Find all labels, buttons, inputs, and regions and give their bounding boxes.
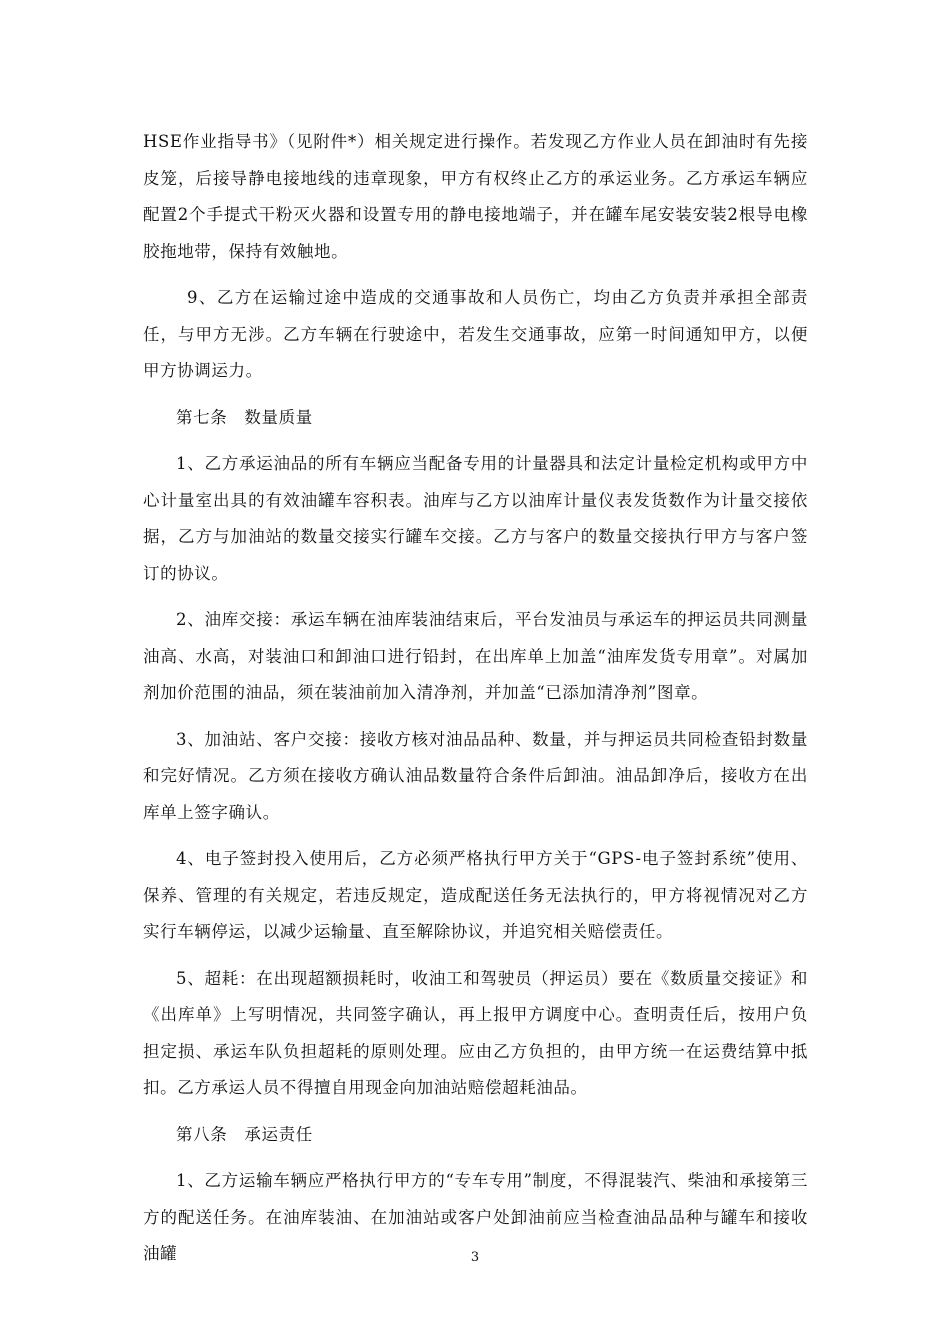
page-number: 3	[470, 1250, 480, 1265]
paragraph-item-9-traffic-accidents: 9、乙方在运输过途中造成的交通事故和人员伤亡，均由乙方负责并承担全部责任，与甲方无涉。乙方车辆在行驶途中，若发生交通事故，应第一时间通知甲方，以便甲方协调运力。	[143, 288, 808, 380]
section-heading-article-7: 第七条 数量质量	[176, 407, 313, 427]
paragraph-hse-operation-rules: HSE作业指导书》（见附件*）相关规定进行操作。若发现乙方作业人员在卸油时有先接皮笼，后接导静电接地线的违章现象，甲方有权终止乙方的承运业务。乙方承运车辆应配置2个手提式干粉灭火器和设置专用的静电接地端子，并在罐车尾安装安装2根导电橡胶拖地带，保持有效触地。	[143, 132, 808, 261]
paragraph-quantity-1-metering: 1、乙方承运油品的所有车辆应当配备专用的计量器具和法定计量检定机构或甲方中心计量室出具的有效油罐车容积表。油库与乙方以油库计量仪表发货数作为计量交接依据，乙方与加油站的数量交接实行罐车交接。乙方与客户的数量交接执行甲方与客户签订的协议。	[143, 454, 808, 583]
document-body	[143, 124, 808, 1273]
paragraph-carrier-1-dedicated-vehicle: 1、乙方运输车辆应严格执行甲方的“专车专用”制度，不得混装汽、柴油和承接第三方的配送任务。在油库装油、在加油站或客户处卸油前应当检查油品品种与罐车和接收油罐	[143, 1171, 808, 1263]
section-heading-article-8: 第八条 承运责任	[176, 1124, 313, 1144]
paragraph-quantity-4-electronic-seal: 4、电子签封投入使用后，乙方必须严格执行甲方关于“GPS-电子签封系统”使用、保养、管理的有关规定，若违反规定，造成配送任务无法执行的，甲方将视情况对乙方实行车辆停运，以减少运输量、直至解除协议，并追究相关赔偿责任。	[143, 849, 808, 941]
paragraph-quantity-2-depot-handover: 2、油库交接：承运车辆在油库装油结束后，平台发油员与承运车的押运员共同测量油高、水高，对装油口和卸油口进行铅封，在出库单上加盖“油库发货专用章”。对属加剂加价范围的油品，须在装油前加入清净剂，并加盖“已添加清净剂”图章。	[143, 610, 808, 702]
paragraph-quantity-3-station-handover: 3、加油站、客户交接：接收方核对油品品种、数量，并与押运员共同检查铅封数量和完好情况。乙方须在接收方确认油品数量符合条件后卸油。油品卸净后，接收方在出库单上签字确认。	[143, 729, 808, 822]
paragraph-quantity-5-excess-loss: 5、超耗：在出现超额损耗时，收油工和驾驶员（押运员）要在《数质量交接证》和《出库单》上写明情况，共同签字确认，再上报甲方调度中心。查明责任后，按用户负担定损、承运车队负担超耗的原则处理。应由乙方负担的，由甲方统一在运费结算中抵扣。乙方承运人员不得擅自用现金向加油站赔偿超耗油品。	[143, 968, 808, 1097]
